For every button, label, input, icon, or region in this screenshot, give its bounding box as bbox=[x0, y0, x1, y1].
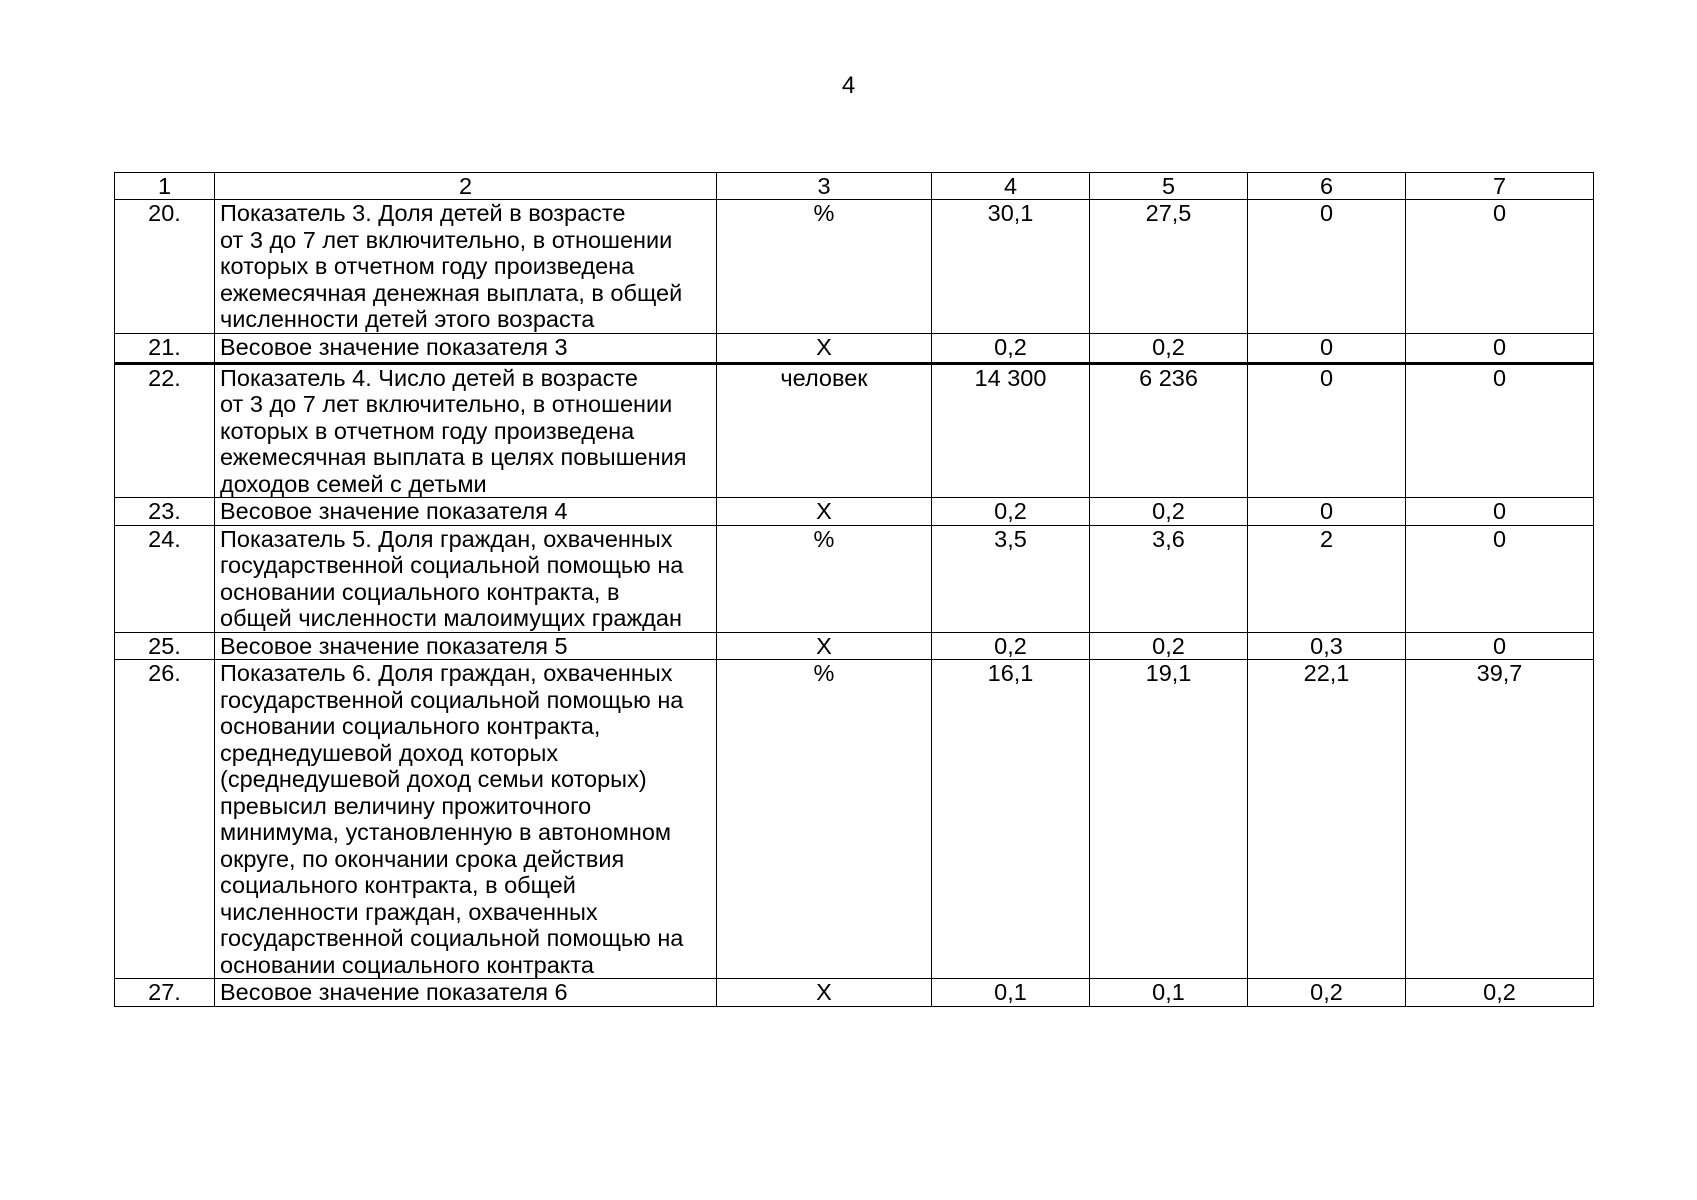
value-cell-col6: 0,2 bbox=[1248, 979, 1406, 1007]
value-cell-col6: 22,1 bbox=[1248, 660, 1406, 979]
description-line: доходов семей с детьми bbox=[220, 470, 487, 497]
description-line: численности детей этого возраста bbox=[220, 306, 595, 332]
row-number-cell: 27. bbox=[115, 979, 215, 1007]
table-header-row bbox=[115, 173, 1594, 200]
table-row bbox=[115, 498, 1594, 526]
value-cell-col4: 0,2 bbox=[932, 632, 1090, 660]
table-row bbox=[115, 660, 1594, 979]
description-line: округе, по окончании срока действия bbox=[220, 845, 625, 872]
value-cell-col7: 39,7 bbox=[1406, 660, 1594, 979]
unit-cell: % bbox=[717, 660, 932, 979]
indicator-description-cell bbox=[215, 660, 717, 979]
value-cell-col5: 3,6 bbox=[1090, 525, 1248, 632]
table-row bbox=[115, 632, 1594, 660]
row-number-cell: 20. bbox=[115, 200, 215, 334]
unit-cell: % bbox=[717, 525, 932, 632]
unit-cell: Х bbox=[717, 632, 932, 660]
description-line: которых в отчетном году произведена bbox=[220, 417, 635, 444]
value-cell-col4: 3,5 bbox=[932, 525, 1090, 632]
description-line: ежемесячная выплата в целях повышения bbox=[220, 444, 687, 470]
column-header: 1 bbox=[115, 173, 215, 200]
value-cell-col5: 0,2 bbox=[1090, 498, 1248, 526]
column-header: 3 bbox=[717, 173, 932, 200]
description-line: государственной социальной помощью на bbox=[220, 925, 684, 951]
description-line: Весовое значение показателя 5 bbox=[220, 632, 568, 659]
indicator-description-cell bbox=[215, 363, 717, 498]
indicator-description-cell bbox=[215, 525, 717, 632]
description-line: Показатель 5. Доля граждан, охваченных bbox=[220, 525, 673, 552]
unit-cell: Х bbox=[717, 979, 932, 1007]
indicator-description-cell bbox=[215, 200, 717, 334]
indicator-description-cell bbox=[215, 498, 717, 526]
value-cell-col7: 0,2 bbox=[1406, 979, 1594, 1007]
value-cell-col5: 27,5 bbox=[1090, 200, 1248, 334]
description-line: ежемесячная денежная выплата, в общей bbox=[220, 279, 683, 306]
description-line: среднедушевой доход которых bbox=[220, 739, 559, 766]
value-cell-col4: 16,1 bbox=[932, 660, 1090, 979]
value-cell-col7: 0 bbox=[1406, 498, 1594, 526]
unit-cell: % bbox=[717, 200, 932, 334]
column-header: 6 bbox=[1248, 173, 1406, 200]
description-line: государственной социальной помощью на bbox=[220, 686, 684, 713]
value-cell-col6: 0 bbox=[1248, 200, 1406, 334]
value-cell-col7: 0 bbox=[1406, 632, 1594, 660]
description-line: социального контракта, в общей bbox=[220, 872, 576, 898]
table-row bbox=[115, 525, 1594, 632]
description-line: численности граждан, охваченных bbox=[220, 898, 598, 925]
unit-cell: Х bbox=[717, 498, 932, 526]
indicator-description-cell bbox=[215, 333, 717, 363]
description-line: минимума, установленную в автономном bbox=[220, 819, 672, 845]
description-line: которых в отчетном году произведена bbox=[220, 253, 635, 279]
description-line: от 3 до 7 лет включительно, в отношении bbox=[220, 391, 673, 417]
value-cell-col4: 0,2 bbox=[932, 498, 1090, 526]
table-row bbox=[115, 979, 1594, 1007]
column-header: 2 bbox=[215, 173, 717, 200]
column-header: 4 bbox=[932, 173, 1090, 200]
value-cell-col5: 0,2 bbox=[1090, 333, 1248, 363]
unit-cell: человек bbox=[717, 363, 932, 498]
column-header: 7 bbox=[1406, 173, 1594, 200]
column-header: 5 bbox=[1090, 173, 1248, 200]
value-cell-col5: 19,1 bbox=[1090, 660, 1248, 979]
value-cell-col4: 0,2 bbox=[932, 333, 1090, 363]
indicators-table bbox=[114, 172, 1594, 1007]
table-row bbox=[115, 200, 1594, 334]
row-number-cell: 25. bbox=[115, 632, 215, 660]
description-line: Весовое значение показателя 6 bbox=[220, 979, 568, 1005]
description-line: от 3 до 7 лет включительно, в отношении bbox=[220, 226, 673, 253]
description-line: Показатель 4. Число детей в возрасте bbox=[220, 364, 638, 391]
row-number-cell: 23. bbox=[115, 498, 215, 526]
description-line: Показатель 3. Доля детей в возрасте bbox=[220, 200, 626, 226]
description-line: превысил величину прожиточного bbox=[220, 792, 592, 819]
table-row bbox=[115, 363, 1594, 498]
unit-cell: Х bbox=[717, 333, 932, 363]
description-line: основании социального контракта bbox=[220, 951, 594, 978]
row-number-cell: 24. bbox=[115, 525, 215, 632]
page-number: 4 bbox=[841, 72, 856, 99]
value-cell-col7: 0 bbox=[1406, 363, 1594, 498]
value-cell-col6: 0 bbox=[1248, 333, 1406, 363]
description-line: (среднедушевой доход семьи которых) bbox=[220, 766, 647, 792]
value-cell-col4: 0,1 bbox=[932, 979, 1090, 1007]
value-cell-col4: 14 300 bbox=[932, 363, 1090, 498]
description-line: общей численности малоимущих граждан bbox=[220, 605, 682, 631]
value-cell-col6: 0 bbox=[1248, 363, 1406, 498]
value-cell-col6: 0 bbox=[1248, 498, 1406, 526]
value-cell-col5: 0,1 bbox=[1090, 979, 1248, 1007]
value-cell-col4: 30,1 bbox=[932, 200, 1090, 334]
row-number-cell: 22. bbox=[115, 363, 215, 498]
indicator-description-cell bbox=[215, 632, 717, 660]
description-line: основании социального контракта, bbox=[220, 713, 601, 739]
row-number-cell: 26. bbox=[115, 660, 215, 979]
value-cell-col7: 0 bbox=[1406, 525, 1594, 632]
value-cell-col7: 0 bbox=[1406, 333, 1594, 363]
value-cell-col6: 0,3 bbox=[1248, 632, 1406, 660]
row-number-cell: 21. bbox=[115, 333, 215, 363]
description-line: государственной социальной помощью на bbox=[220, 552, 684, 578]
description-line: Весовое значение показателя 4 bbox=[220, 498, 568, 524]
description-line: основании социального контракта, в bbox=[220, 578, 620, 605]
table-row bbox=[115, 333, 1594, 363]
indicator-description-cell bbox=[215, 979, 717, 1007]
description-line: Показатель 6. Доля граждан, охваченных bbox=[220, 660, 673, 686]
value-cell-col7: 0 bbox=[1406, 200, 1594, 334]
description-line: Весовое значение показателя 3 bbox=[220, 333, 568, 360]
value-cell-col5: 0,2 bbox=[1090, 632, 1248, 660]
value-cell-col6: 2 bbox=[1248, 525, 1406, 632]
value-cell-col5: 6 236 bbox=[1090, 363, 1248, 498]
